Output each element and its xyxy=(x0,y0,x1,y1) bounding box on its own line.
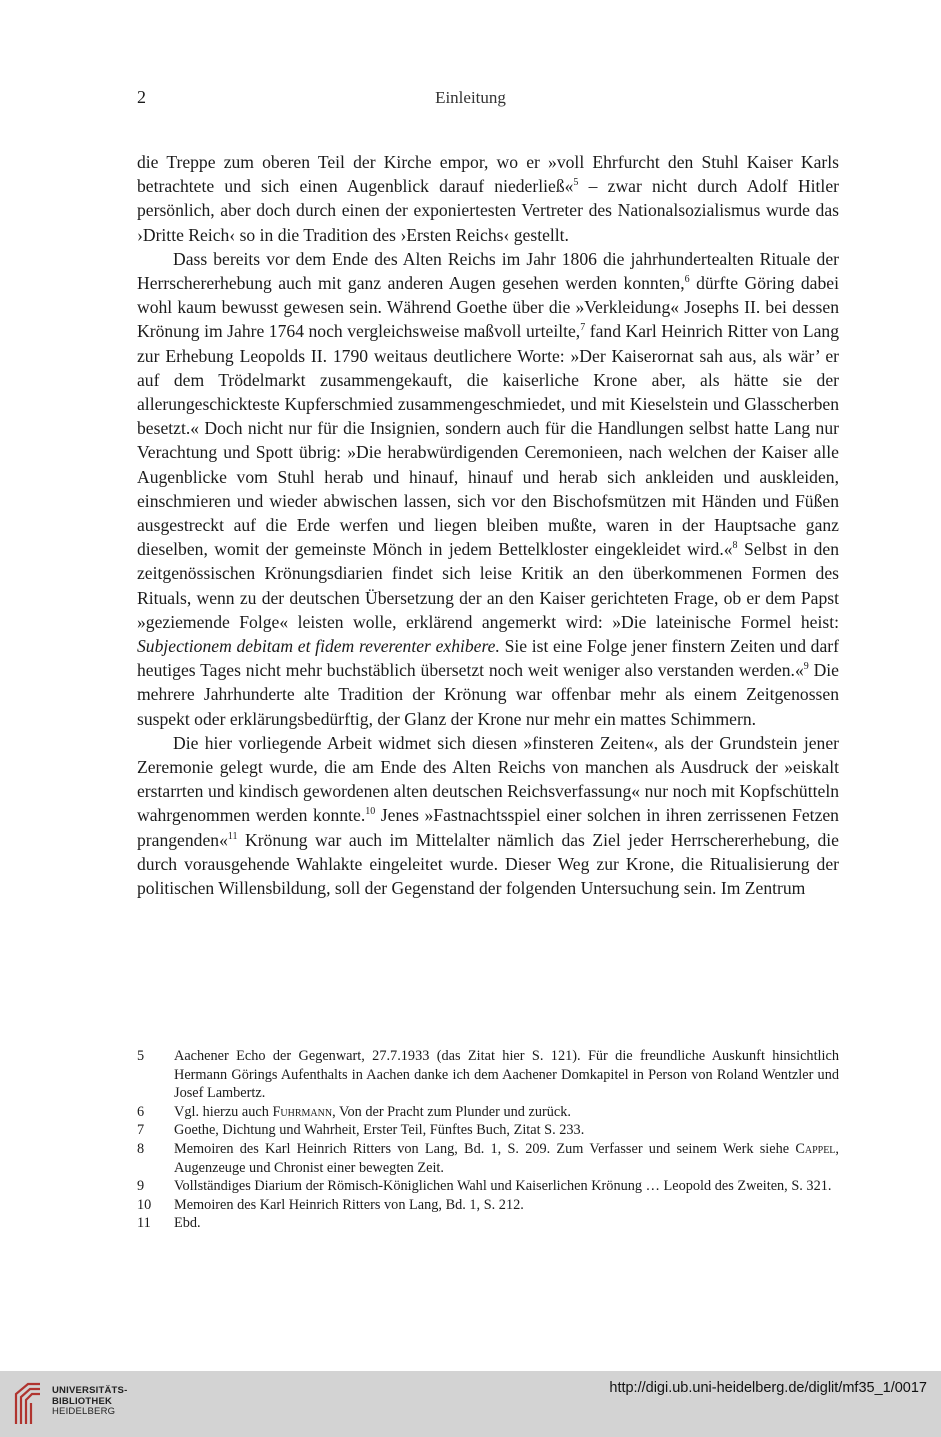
text-run: fand Karl Heinrich Ritter von Lang zur Erhebung Leopolds II. 1790 weitaus deutlichere Worte: »Der Kaiserornat sah aus, als wär’ er auf dem Trödelmarkt zusammengekauft, die kaiserliche Krone aber, als hätte sie der allerungeschickteste Kupferschmied zusammengeschmiedet, und mit Kieselstein und Glasscherben besetzt.« Doch nicht nur für die Insignien, sondern auch für die Handlungen selbst hatte Lang nur Verachtung und Spott übrig: »Die herabwürdigenden Ceremonieen, nach welchen der Kaiser alle Augenblicke vom Stuhl herab und hinauf, hinauf und herab sich ankleiden und auskleiden, einschmieren und wieder abwischen lassen, sich vor den Bischofsmützen mit Händen und Füßen ausgestreckt auf die Erde werfen und liegen bleiben mußte, waren in der Hauptsache ganz dieselben, womit der gemeinste Mönch in jedem Bettelkloster eingekleidet wird.« xyxy=(137,321,840,560)
footnote-text xyxy=(174,1196,839,1215)
footnote-number: 8 xyxy=(137,1140,145,1157)
body-paragraph xyxy=(137,731,839,900)
footnote-number: 5 xyxy=(137,1048,145,1064)
footnote-text xyxy=(174,1214,839,1233)
footnote-number: 9 xyxy=(137,1178,145,1195)
footnote-marker: 5 xyxy=(573,177,579,189)
footnote-marker: 7 xyxy=(580,322,586,334)
footnote-number: 11 xyxy=(137,1215,151,1232)
footnote-text xyxy=(174,1047,839,1103)
text-run: Jenes »Fastnachtsspiel einer solchen in ihren zerrissenen Fetzen prangenden« xyxy=(137,805,839,850)
library-name-line: HEIDELBERG xyxy=(52,1406,116,1417)
body-text xyxy=(137,150,839,900)
footnote xyxy=(137,1103,839,1122)
footnote-number: 6 xyxy=(137,1103,145,1120)
library-name-line: UNIVERSITÄTS- xyxy=(52,1385,128,1396)
footnotes xyxy=(137,1047,839,1233)
text-run: Die mehrere Jahrhunderte alte Tradition der Krönung war offenbar mehr als einem Zeitgenossen suspekt oder erklärungsbedürftig, der Glanz der Krone nur mehr ein mattes Schimmern. xyxy=(137,660,839,729)
footnote-marker: 9 xyxy=(803,661,809,673)
page-number: 2 xyxy=(137,87,146,107)
footnote xyxy=(137,1140,839,1177)
text-run: Dass bereits vor dem Ende des Alten Reichs im Jahr 1806 die jahrhundertealten Rituale der Herrschererhebung auch mit ganz anderen Augen gesehen werden konnten, xyxy=(137,248,839,294)
library-name-line: BIBLIOTHEK xyxy=(52,1395,113,1407)
text-run: Krönung war auch im Mittelalter nämlich das Ziel jeder Herrschererhebung, die durch vorausgehende Wahlakte eingeleitet wurde. Dieser Weg zur Krone, die Ritualisierung der politischen Willensbildung, soll der Gegenstand der folgenden Untersuchung sein. Im Zentrum xyxy=(137,829,839,899)
text-run: dürfte Göring dabei wohl kaum bewusst gewesen sein. Während Goethe über die »Verkleidung« Josephs II. bei dessen Krönung im Jahre 1764 noch vergleichsweise maßvoll urteilte, xyxy=(137,273,839,342)
author-name: Cappel xyxy=(795,1140,836,1157)
text-run: Memoiren des Karl Heinrich Ritters von Lang, Bd. 1, S. 212. xyxy=(174,1196,524,1213)
text-run: Vgl. hierzu auch xyxy=(174,1103,273,1120)
footnote xyxy=(137,1214,839,1233)
footnote xyxy=(137,1047,839,1103)
source-url[interactable]: http://digi.ub.uni-heidelberg.de/diglit/mf35_1/0017 xyxy=(609,1380,927,1396)
text-run: die Treppe zum oberen Teil der Kirche empor, wo er »voll Ehrfurcht den Stuhl Kaiser Karls betrachtete und sich einen Augenblick darauf niederließ« xyxy=(137,152,839,197)
text-run: Sie ist eine Folge jener finstern Zeiten und darf heutiges Tages nicht mehr buchstäblich übersetzt noch weit weniger also verstanden werden.« xyxy=(137,636,839,681)
library-logo-icon xyxy=(10,1380,50,1426)
running-head: Einleitung xyxy=(435,88,506,107)
author-name: Fuhrmann xyxy=(272,1103,333,1120)
text-run: Die hier vorliegende Arbeit widmet sich diesen »finsteren Zeiten«, als der Grundstein jener Zeremonie gelegt wurde, die am Ende des Alten Reichs von manchen als Ausdruck der »eiskalt erstarrten und kindisch gewordenen alten deutschen Reichsverfassung« nur noch mit Kopfschütteln wahrgenommen werden konnte. xyxy=(137,732,839,826)
footnote-marker: 11 xyxy=(227,830,238,842)
text-run: , Von der Pracht zum Plunder und zurück. xyxy=(332,1103,571,1120)
footnote-text xyxy=(174,1140,839,1177)
footnote-text xyxy=(174,1177,839,1196)
footnote-marker: 6 xyxy=(684,274,690,286)
latin-quote: Subjectionem debitam et fidem reverenter exhibere. xyxy=(137,636,500,657)
library-name xyxy=(52,1386,127,1418)
text-run: Goethe, Dichtung und Wahrheit, Erster Teil, Fünftes Buch, Zitat S. 233. xyxy=(174,1122,585,1139)
footnote-number: 7 xyxy=(137,1122,145,1139)
footnote xyxy=(137,1196,839,1215)
text-run: Memoiren des Karl Heinrich Ritters von Lang, Bd. 1, S. 209. Zum Verfasser und seinem Werk siehe xyxy=(174,1140,796,1157)
footnote xyxy=(137,1121,839,1140)
body-paragraph xyxy=(137,150,839,247)
text-run: Ebd. xyxy=(174,1215,201,1232)
footnote xyxy=(137,1177,839,1196)
footnote-text xyxy=(174,1121,839,1140)
footnote-text xyxy=(174,1103,839,1122)
body-paragraph xyxy=(137,247,839,731)
text-run: Vollständiges Diarium der Römisch-Königlichen Wahl und Kaiserlichen Krönung … Leopold des Zweiten, S. 321. xyxy=(174,1178,832,1195)
footnote-marker: 10 xyxy=(365,806,376,818)
text-run: Aachener Echo der Gegenwart, 27.7.1933 (das Zitat hier S. 121). Für die freundliche Auskunft hinsichtlich Hermann Görings Aufenthalts in Aachen danke ich dem Aachener Domkapitel in Person von Roland Wentzler und Josef Lambertz. xyxy=(174,1048,839,1102)
text-run: , Augenzeuge und Chronist einer bewegten Zeit. xyxy=(174,1140,839,1176)
text-run: Selbst in den zeitgenössischen Krönungsdiarien findet sich leise Kritik an den überkommenen Formen des Rituals, wenn zu der deutschen Übersetzung der an den Kaiser gerichteten Frage, ob er dem Papst »geziemende Folge« leisten wolle, erklärend angemerkt wird: »Die lateinische Formel heist: xyxy=(137,539,839,632)
text-run: – zwar nicht durch Adolf Hitler persönlich, aber doch durch einen der exponiertesten Vertreter des Nationalsozialismus wurde das ›Dritte Reich‹ so in die Tradition des ›Ersten Reichs‹ gestellt. xyxy=(137,176,839,245)
footnote-number: 10 xyxy=(137,1196,152,1213)
footnote-marker: 8 xyxy=(732,540,738,552)
